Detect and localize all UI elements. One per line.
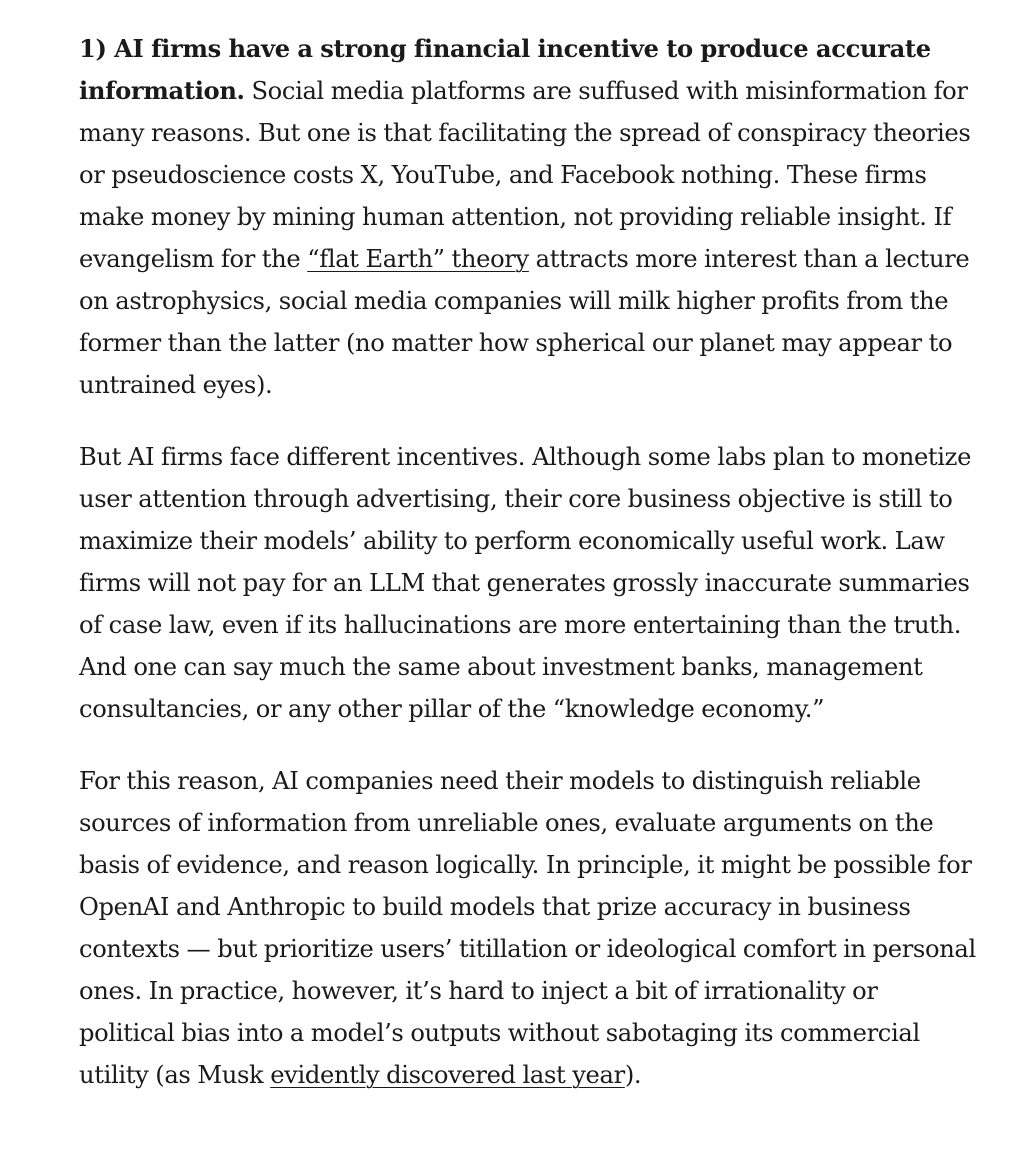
flat-earth-link[interactable]: “flat Earth” theory [307, 245, 529, 273]
paragraph-2: But AI firms face different incentives. Although some labs plan to monetize user attention through advertising, their core business objective is still to maximize their models’ ability to perform economically useful work. Law firms will not pay for an LLM that generates grossly inaccurate summaries of case law, even if its hallucinations are more entertaining than the truth. And one can say much the same about investment banks, management consultancies, or any other pillar of the “knowledge economy.” [79, 443, 972, 723]
article-body [79, 28, 979, 1126]
paragraph-3 [79, 760, 979, 1096]
paragraph-3-text-end: ). [624, 1061, 642, 1089]
paragraph-1-text: Social media platforms are suffused with misinformation for many reasons. But one is that facilitating the spread of conspiracy theories or pseudoscience costs X, YouTube, and Facebook nothing. These firms make money by mining human attention, not providing reliable insight. If evangelism for the [79, 77, 971, 273]
paragraph-1-lead: 1) AI firms have a strong financial incentive to produce accurate information. [79, 34, 931, 105]
paragraph-1 [79, 28, 979, 406]
evidently-discovered-link[interactable]: evidently discovered last year [270, 1061, 625, 1089]
paragraph-3-text: For this reason, AI companies need their models to distinguish reliable sources of information from unreliable ones, evaluate arguments on the basis of evidence, and reason logically. In principle, it might be possible for OpenAI and Anthropic to build models that prize accuracy in business contexts — but prioritize users’ titillation or ideological comfort in personal ones. In practice, however, it’s hard to inject a bit of irrationality or political bias into a model’s outputs without sabotaging its commercial utility (as Musk [79, 767, 976, 1089]
paragraph-1-text-end: attracts more interest than a lecture on astrophysics, social media companies will milk higher profits from the former than the latter (no matter how spherical our planet may appear to untrained eyes). [79, 245, 970, 399]
